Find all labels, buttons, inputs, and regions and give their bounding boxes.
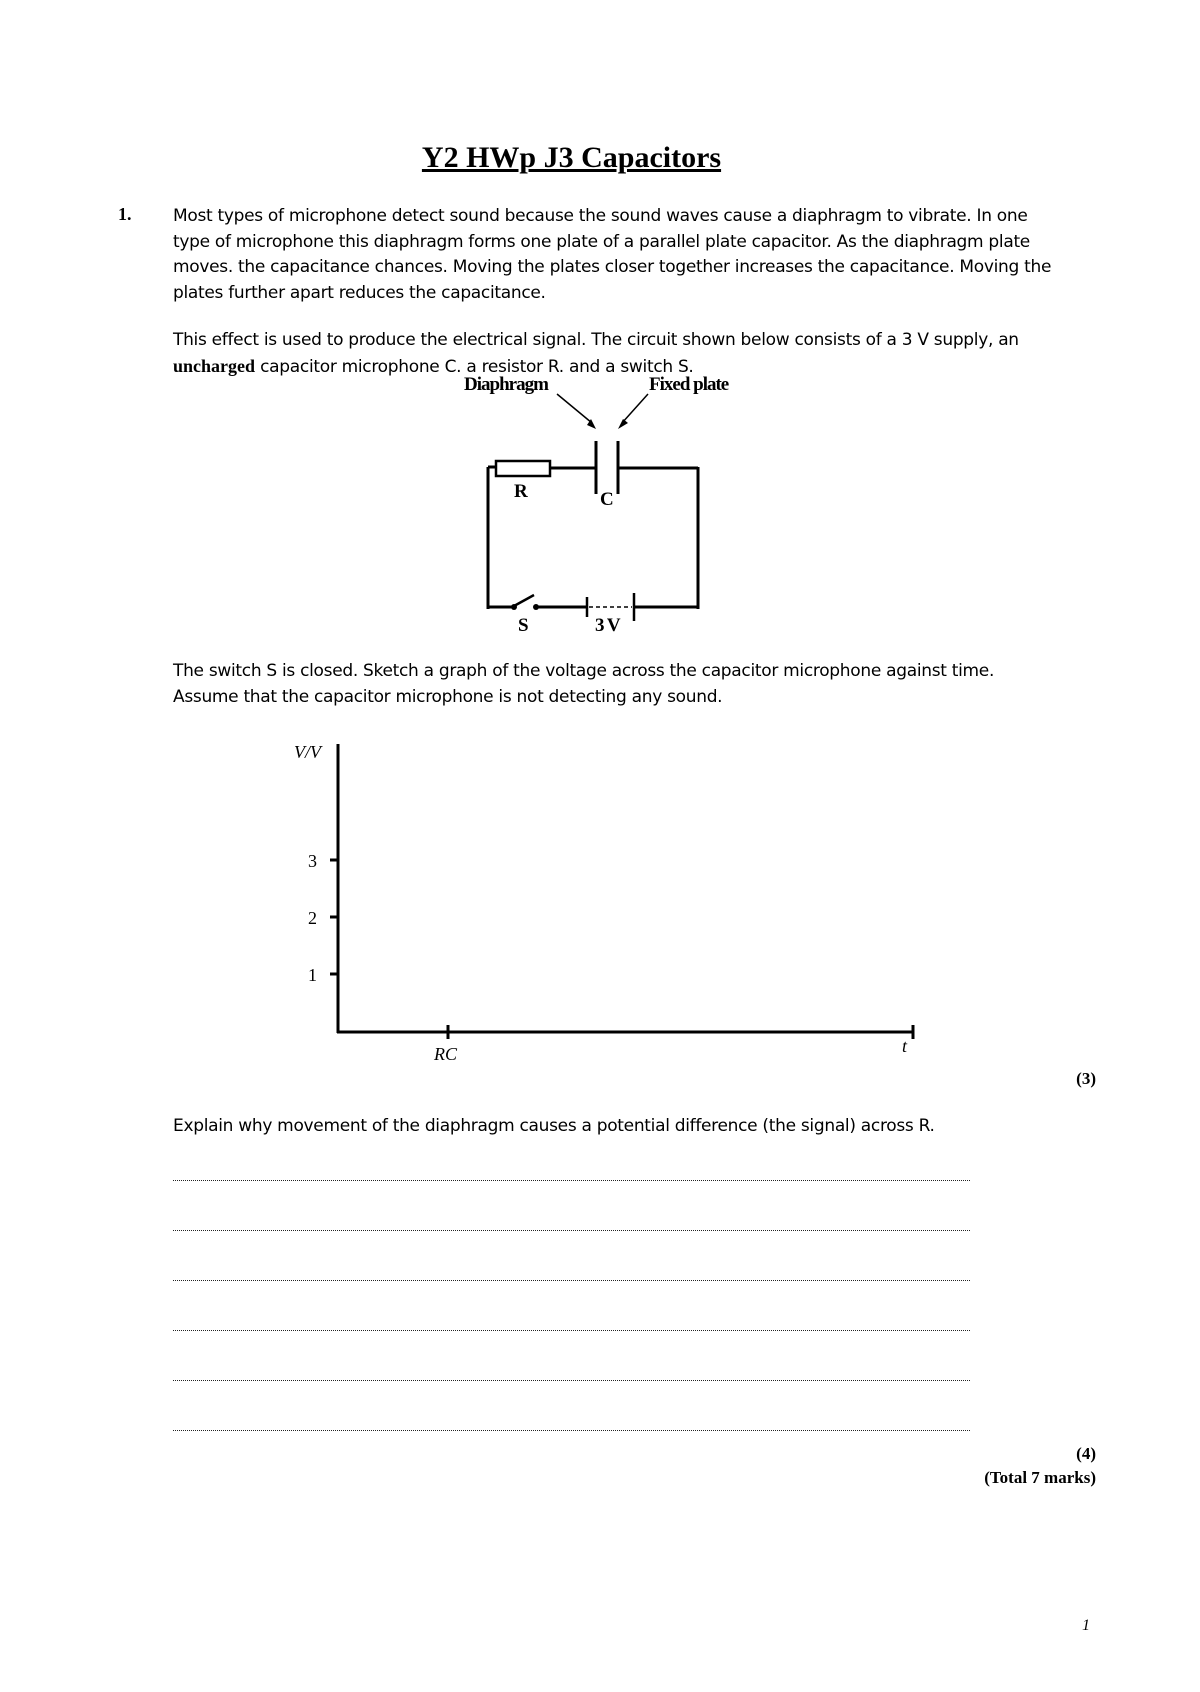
marks-part2: (4) xyxy=(1076,1444,1096,1463)
supply-label: 3 V xyxy=(595,615,620,636)
explain-question: Explain why movement of the diaphragm causes a potential difference (the signal) across R. xyxy=(173,1116,935,1136)
y-axis-label: V/V xyxy=(294,742,321,762)
page-title: Y2 HWp J3 Capacitors xyxy=(421,141,722,174)
uncharged-emphasis: uncharged xyxy=(173,355,256,376)
answer-line[interactable] xyxy=(173,1330,970,1331)
diaphragm-label: Diaphragm xyxy=(464,374,548,395)
x-axis-label: t xyxy=(902,1036,908,1056)
diaphragm-leader xyxy=(557,394,592,423)
circuit-description-end: capacitor microphone C. a resistor R. and a switch S. xyxy=(255,356,694,377)
circuit-diagram xyxy=(440,374,740,640)
resistor-symbol xyxy=(496,461,550,476)
page-number: 1 xyxy=(1082,1617,1090,1634)
y-tick-label-1: 1 xyxy=(308,965,317,985)
switch-contact-left xyxy=(511,604,517,610)
answer-line[interactable] xyxy=(173,1230,970,1231)
fixed-plate-label: Fixed plate xyxy=(649,374,729,395)
x-tick-label-rc: RC xyxy=(434,1044,458,1064)
answer-line[interactable] xyxy=(173,1280,970,1281)
answer-line[interactable] xyxy=(173,1380,970,1381)
fixed-plate-arrowhead xyxy=(618,419,628,429)
marks-part1: (3) xyxy=(1076,1069,1096,1088)
switch-contact-right xyxy=(533,604,539,610)
capacitor-label: C xyxy=(600,489,613,510)
fixed-plate-leader xyxy=(622,394,648,423)
question-intro: Most types of microphone detect sound because the sound waves cause a diaphragm to vibrate. In one type of microphone this diaphragm forms one plate of a parallel plate capacitor. As the diaphragm plate moves. the capacitance chances. Moving the plates closer together increases the capacitance. Moving the plates further apart reduces the capacitance. xyxy=(173,206,1052,303)
voltage-time-axes xyxy=(280,730,920,1070)
answer-line[interactable] xyxy=(173,1430,970,1431)
total-marks: (Total 7 marks) xyxy=(984,1468,1096,1487)
answer-line[interactable] xyxy=(173,1180,970,1181)
switch-arm xyxy=(514,595,534,606)
resistor-label: R xyxy=(514,481,527,502)
y-tick-label-3: 3 xyxy=(308,851,317,871)
sketch-instruction: The switch S is closed. Sketch a graph of the voltage across the capacitor microphone against time. Assume that the capacitor microphone is not detecting any sound. xyxy=(173,661,995,707)
switch-label: S xyxy=(518,615,528,636)
y-tick-label-2: 2 xyxy=(308,908,317,928)
circuit-description-start: This effect is used to produce the electrical signal. The circuit shown below consists of a 3 V supply, an xyxy=(173,330,1019,350)
circuit-description xyxy=(173,328,1053,380)
question-number: 1. xyxy=(118,204,132,224)
